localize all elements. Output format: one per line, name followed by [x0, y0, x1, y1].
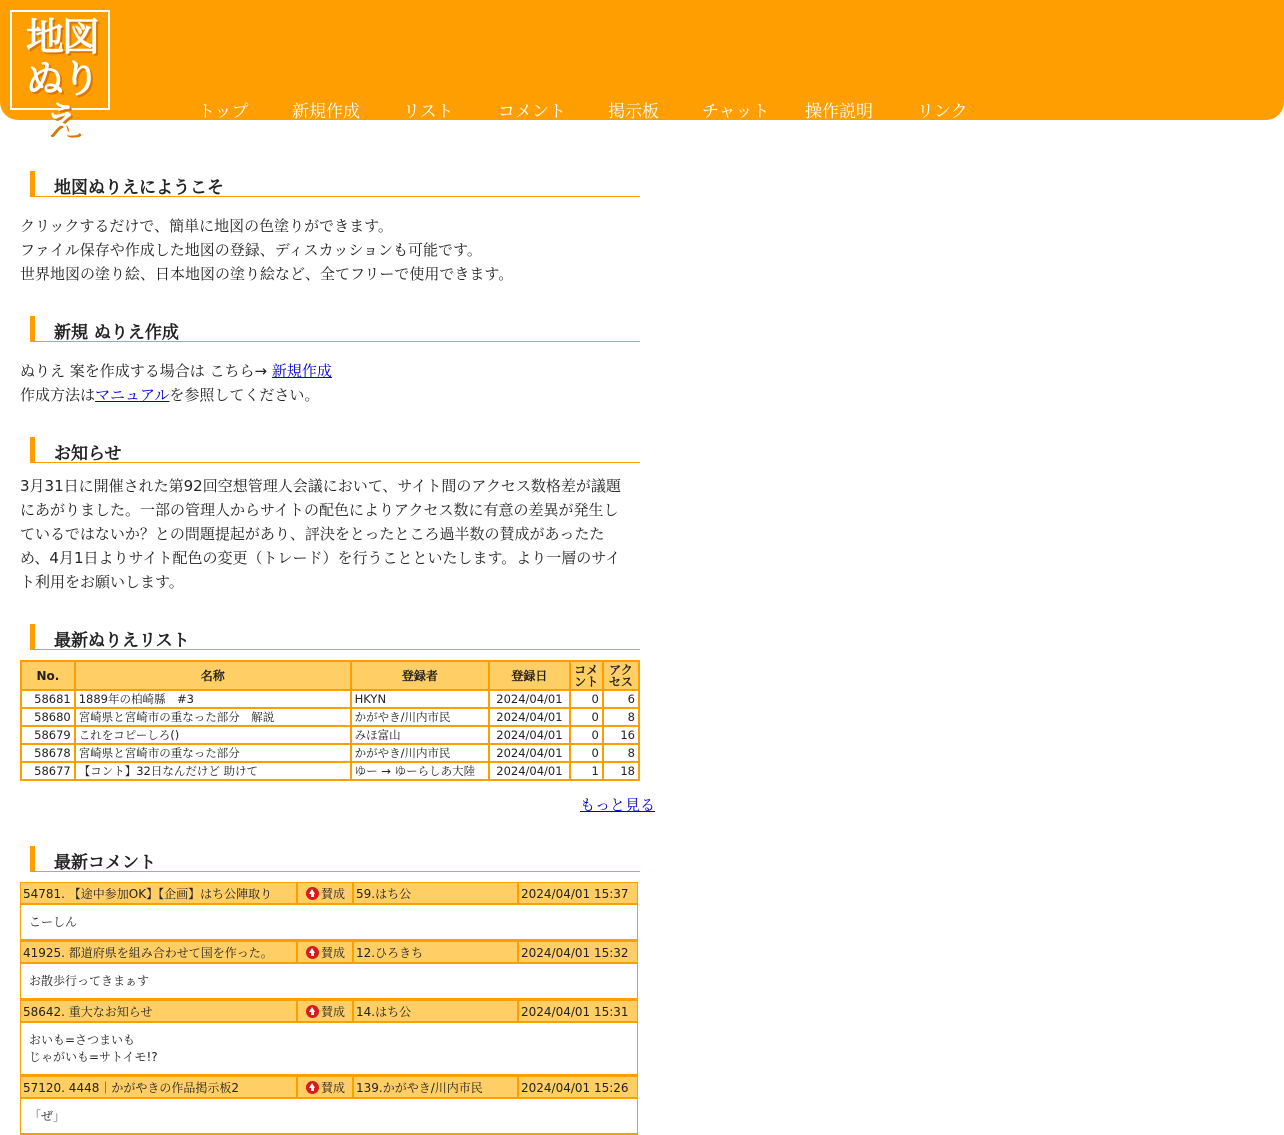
manual-line-suffix: を参照してください。: [169, 386, 320, 404]
nav-comment[interactable]: コメント: [498, 102, 566, 122]
comment-line: こーしん: [29, 915, 78, 929]
nav-new[interactable]: 新規作成: [292, 102, 360, 122]
col-comments: コメ ント: [570, 661, 603, 690]
thumbs-up-icon: [306, 1081, 319, 1094]
vote-button[interactable]: [296, 942, 350, 963]
row-author: かがやき/川内市民: [351, 708, 489, 726]
row-access: 16: [603, 726, 639, 744]
new-create-link[interactable]: 新規作成: [271, 362, 332, 380]
table-row[interactable]: [21, 690, 639, 708]
notice-line: 3月31日に開催された第92回空想管理人会議において、サイト間のアクセス数格差が議題: [20, 477, 621, 495]
comment-topic-link[interactable]: 57120. 4448｜かがやきの作品掲示板2: [23, 1081, 239, 1095]
row-access: 8: [603, 708, 639, 726]
welcome-heading: [30, 171, 640, 197]
vote-button[interactable]: [296, 1077, 350, 1098]
row-name-link[interactable]: 宮崎県と宮崎市の重なった部分 解説: [75, 708, 351, 726]
col-date: 登録日: [489, 661, 570, 690]
col-access: アク セス: [603, 661, 639, 690]
comment-time: 2024/04/01 15:26: [517, 1077, 639, 1098]
site-logo[interactable]: [10, 10, 110, 143]
logo-text: [16, 16, 108, 142]
nav-links[interactable]: リンク: [917, 102, 968, 122]
comment-author: 139.かがやき/川内市民: [352, 1077, 520, 1098]
comment-body: [20, 905, 638, 941]
welcome-title: 地図ぬりえにようこそ: [54, 178, 224, 198]
comment-author: 59.はち公: [352, 883, 520, 904]
comment-topic-link[interactable]: 54781. 【途中参加OK】【企画】はち公陣取り: [23, 887, 273, 901]
comment-body: [20, 1023, 638, 1076]
table-header-row: [21, 661, 639, 690]
comment-list: [20, 882, 638, 1135]
row-date: 2024/04/01: [489, 744, 570, 762]
more-link[interactable]: もっと見る: [580, 796, 656, 814]
row-comments: 0: [570, 744, 603, 762]
col-no: No.: [21, 661, 75, 690]
manual-link[interactable]: マニュアル: [95, 386, 170, 404]
comment-topic-link[interactable]: 58642. 重大なお知らせ: [23, 1005, 153, 1019]
row-comments: 0: [570, 726, 603, 744]
comment-author: 12.ひろきち: [352, 942, 520, 963]
comment-time: 2024/04/01 15:31: [517, 1001, 639, 1022]
row-comments: 1: [570, 762, 603, 780]
row-date: 2024/04/01: [489, 726, 570, 744]
comments-heading: [30, 846, 640, 872]
latest-title: 最新ぬりえリスト: [54, 631, 190, 651]
comment-time: 2024/04/01 15:32: [517, 942, 639, 963]
row-access: 6: [603, 690, 639, 708]
row-author: ゆー → ゆーらしあ大陸: [351, 762, 489, 780]
vote-label: 賛成: [321, 1005, 346, 1019]
row-author: かがやき/川内市民: [351, 744, 489, 762]
row-comments: 0: [570, 708, 603, 726]
comment-author: 14.はち公: [352, 1001, 520, 1022]
table-row[interactable]: [21, 762, 639, 780]
row-name-link[interactable]: これをコピーしろ(): [75, 726, 351, 744]
thumbs-up-icon: [306, 887, 319, 900]
row-date: 2024/04/01: [489, 762, 570, 780]
latest-table: [20, 660, 640, 781]
row-author: HKYN: [351, 690, 489, 708]
notice-line: ているではないか？との問題提起があり、評決をとったところ過半数の賛成があったた: [20, 525, 605, 543]
comment-body: [20, 964, 638, 1000]
comment-line: おいも=さつまいも: [29, 1033, 136, 1047]
notice-line: ト利用をお願いします。: [20, 573, 184, 591]
row-author: みほ富山: [351, 726, 489, 744]
logo-line-2: ぬりえ: [25, 57, 98, 143]
comment-line: お散歩行ってきまぁす: [29, 974, 150, 988]
welcome-line: ファイル保存や作成した地図の登録、ディスカッションも可能です。: [20, 241, 482, 259]
comments-title: 最新コメント: [54, 853, 156, 873]
col-name: 名称: [75, 661, 351, 690]
latest-heading: [30, 624, 640, 650]
comment-header: [20, 941, 638, 964]
notice-line: にあがりました。一部の管理人からサイトの配色によりアクセス数に有意の差異が発生し: [20, 501, 619, 519]
nav-manual[interactable]: 操作説明: [805, 102, 873, 122]
comment-header: [20, 882, 638, 905]
welcome-line: クリックするだけで、簡単に地図の色塗りができます。: [20, 217, 393, 235]
row-access: 18: [603, 762, 639, 780]
new-title: 新規 ぬりえ作成: [54, 323, 179, 343]
comment-header: [20, 1076, 638, 1099]
row-date: 2024/04/01: [489, 690, 570, 708]
comment-header: [20, 1000, 638, 1023]
welcome-line: 世界地図の塗り絵、日本地図の塗り絵など、全てフリーで使用できます。: [20, 265, 514, 283]
notice-heading: [30, 437, 640, 463]
vote-button[interactable]: [296, 1001, 350, 1022]
notice-title: お知らせ: [54, 444, 122, 464]
thumbs-up-icon: [306, 1005, 319, 1018]
vote-label: 賛成: [321, 946, 346, 960]
comment-topic-link[interactable]: 41925. 都道府県を組み合わせて国を作った。: [23, 946, 273, 960]
vote-label: 賛成: [321, 1081, 346, 1095]
new-text: [20, 359, 662, 407]
table-row[interactable]: [21, 744, 639, 762]
comment-line: じゃがいも=サトイモ!?: [29, 1050, 158, 1064]
row-name-link[interactable]: 宮崎県と宮崎市の重なった部分: [75, 744, 351, 762]
row-name-link[interactable]: 【コント】32日なんだけど 助けて: [75, 762, 351, 780]
nav-chat[interactable]: チャット: [702, 102, 770, 122]
site-header: [0, 0, 1284, 143]
notice-line: め、4月1日よりサイト配色の変更（トレード）を行うことといたします。より一層のサイ: [20, 549, 621, 567]
nav-list[interactable]: リスト: [403, 102, 454, 122]
thumbs-up-icon: [306, 946, 319, 959]
row-no: 58681: [21, 690, 75, 708]
comment-line: 「ぜ」: [29, 1109, 66, 1123]
row-comments: 0: [570, 690, 603, 708]
new-line-text: ぬりえ 案を作成する場合は こちら→: [20, 362, 272, 380]
table-row[interactable]: [21, 708, 639, 726]
vote-label: 賛成: [321, 887, 346, 901]
new-heading: [30, 316, 640, 342]
nav-board[interactable]: 掲示板: [608, 102, 659, 122]
logo-line-1: 地図: [25, 15, 98, 59]
row-no: 58678: [21, 744, 75, 762]
row-name-link[interactable]: 1889年の柏崎縣 #3: [75, 690, 351, 708]
row-no: 58679: [21, 726, 75, 744]
row-access: 8: [603, 744, 639, 762]
row-date: 2024/04/01: [489, 708, 570, 726]
row-no: 58677: [21, 762, 75, 780]
table-row[interactable]: [21, 726, 639, 744]
nav-top[interactable]: トップ: [198, 102, 249, 122]
vote-button[interactable]: [296, 883, 350, 904]
manual-line-text: 作成方法は: [20, 386, 96, 404]
col-author: 登録者: [351, 661, 489, 690]
row-no: 58680: [21, 708, 75, 726]
comment-time: 2024/04/01 15:37: [517, 883, 639, 904]
comment-body: [20, 1099, 638, 1135]
welcome-text: [20, 214, 662, 286]
notice-text: [20, 474, 662, 594]
